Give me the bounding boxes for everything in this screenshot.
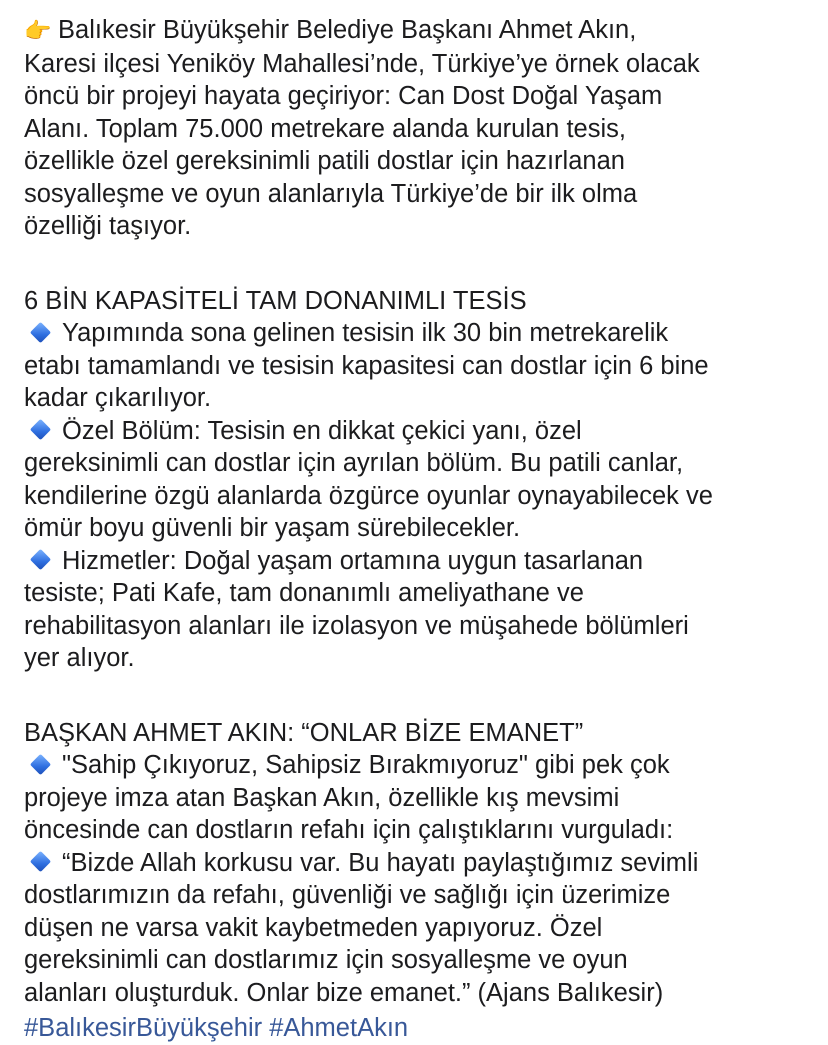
bullet-text: kendilerine özgü alanlarda özgürce oyunlar oynayabilecek ve (24, 481, 713, 510)
bullet-item (24, 545, 814, 675)
bullet-text: alanları oluşturduk. Onlar bize emanet.” (Ajans Balıkesir) (24, 978, 664, 1007)
bullet-text: projeye imza atan Başkan Akın, özellikle kış mevsimi (24, 783, 620, 812)
post-body (24, 14, 814, 1009)
blue-diamond-icon (30, 754, 51, 775)
bullet-text: dostlarımızın da refahı, güvenliği ve sağlığı için üzerimize (24, 881, 671, 909)
bullet-text: gereksinimli can dostlar için ayrılan bölüm. Bu patili canlar, (24, 449, 684, 477)
bullet-item (24, 749, 814, 847)
intro-line: öncü bir projeyi hayata geçiriyor: Can Dost Doğal Yaşam (24, 82, 663, 110)
bullet-item (24, 317, 814, 415)
section-heading: 6 BİN KAPASİTELİ TAM DONANIMLI TESİS (24, 286, 527, 315)
intro-line-text: Balıkesir Büyükşehir Belediye Başkanı Ahmet Akın, (58, 16, 637, 44)
bullet-text: düşen ne varsa vakit kaybetmeden yapıyoruz. Özel (24, 913, 603, 942)
bullet-text: tesiste; Pati Kafe, tam donanımlı ameliyathane ve (24, 579, 584, 607)
bullet-item (24, 847, 814, 1010)
intro-line: Karesi ilçesi Yeniköy Mahallesi’nde, Türkiye’ye örnek olacak (24, 49, 700, 78)
intro-line: özelliği taşıyor. (24, 212, 192, 240)
bullet-text: ömür boyu güvenli bir yaşam sürebilecekler. (24, 514, 521, 542)
intro-line: sosyalleşme ve oyun alanlarıyla Türkiye’de bir ilk olma (24, 179, 638, 208)
bullet-text: rehabilitasyon alanları ile izolasyon ve müşahede bölümleri (24, 611, 689, 640)
intro-line: Alanı. Toplam 75.000 metrekare alanda kurulan tesis, (24, 114, 626, 143)
hashtag-links[interactable]: #BalıkesirBüyükşehir #AhmetAkın (24, 1014, 409, 1042)
bullet-text: öncesinde can dostların refahı için çalıştıklarını vurguladı: (24, 816, 674, 844)
section-capacity (24, 285, 814, 675)
bullet-text: Hizmetler: Doğal yaşam ortamına uygun tasarlanan (62, 546, 644, 575)
pointing-hand-icon: 👉 (24, 18, 52, 43)
bullet-text: "Sahip Çıkıyoruz, Sahipsiz Bırakmıyoruz" gibi pek çok (62, 751, 670, 779)
bullet-text: Özel Bölüm: Tesisin en dikkat çekici yanı, özel (62, 416, 582, 445)
bullet-item (24, 415, 814, 545)
blue-diamond-icon (30, 419, 51, 440)
blue-diamond-icon (30, 549, 51, 570)
intro-line: özellikle özel gereksinimli patili dostlar için hazırlanan (24, 147, 625, 175)
bullet-text: yer alıyor. (24, 644, 135, 672)
bullet-text: gereksinimli can dostlarımız için sosyalleşme ve oyun (24, 946, 628, 974)
intro-line (24, 14, 814, 48)
intro-paragraph (24, 14, 814, 243)
bullet-text: “Bizde Allah korkusu var. Bu hayatı paylaştığımız sevimli (62, 848, 699, 877)
bullet-text: kadar çıkarılıyor. (24, 384, 212, 412)
blue-diamond-icon (30, 851, 51, 872)
section-heading: BAŞKAN AHMET AKIN: “ONLAR BİZE EMANET” (24, 718, 584, 747)
bullet-text: Yapımında sona gelinen tesisin ilk 30 bin metrekarelik (62, 319, 669, 347)
bullet-text: etabı tamamlandı ve tesisin kapasitesi can dostlar için 6 bine (24, 351, 709, 380)
blue-diamond-icon (30, 322, 51, 343)
section-quote (24, 717, 814, 1010)
